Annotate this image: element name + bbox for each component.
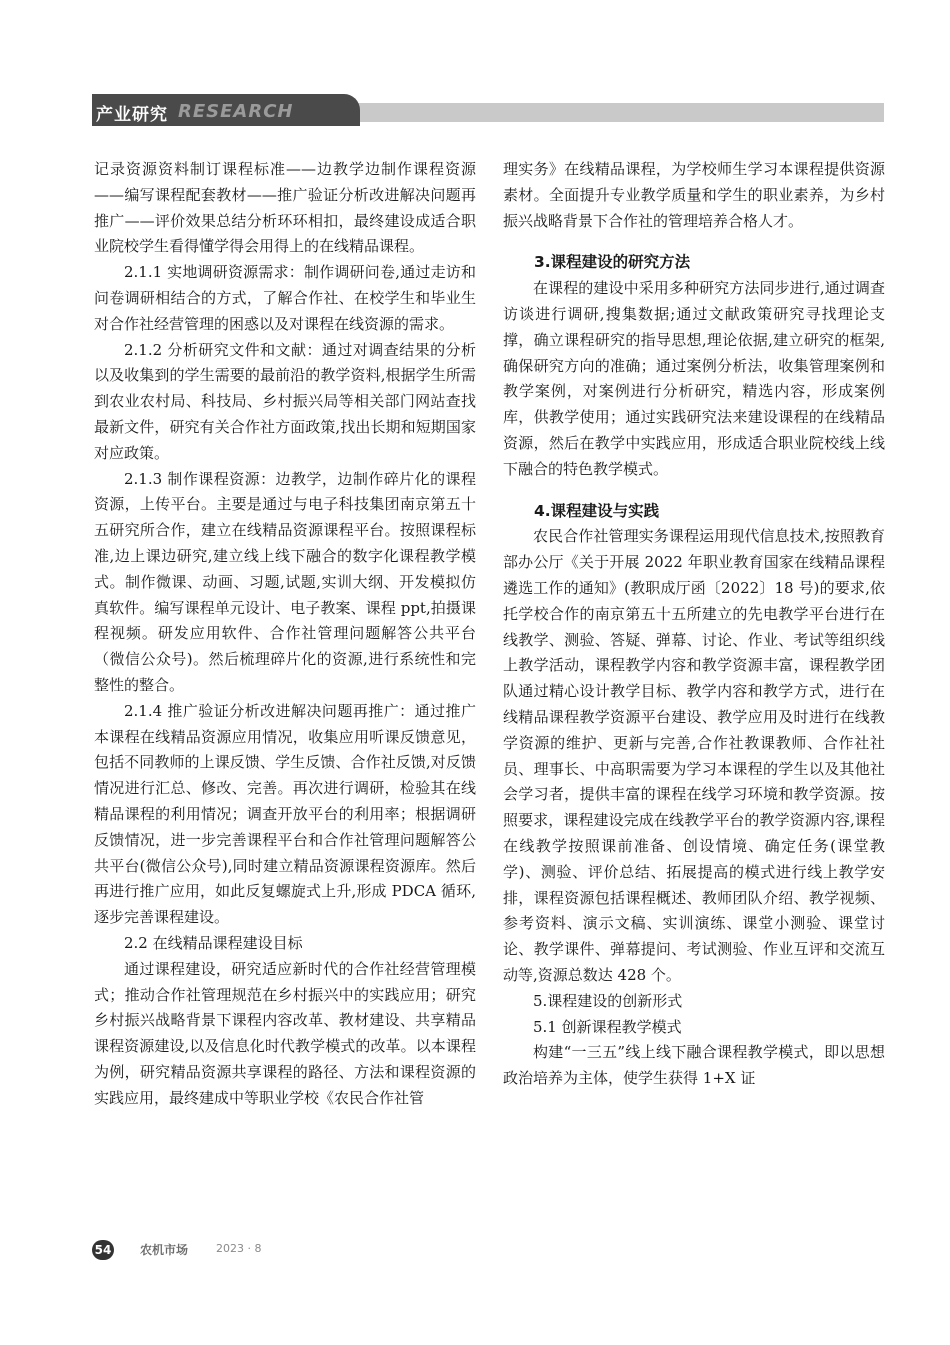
running-header — [92, 94, 884, 126]
right-column — [503, 157, 885, 1092]
header-bar — [352, 103, 884, 122]
page-number: 54 — [92, 1240, 114, 1260]
paragraph: 通过课程建设，研究适应新时代的合作社经营管理模式；推动合作社管理规范在乡村振兴中的实践应用；研究乡村振兴战略背景下课程内容改革、教材建设、共享精品课程资源建设,以及信息化时代教学模式的改革。以本课程为例，研究精品资源共享课程的路径、方法和课程资源的实践应用，最终建成中等职业学校《农民合作社管 — [94, 959, 476, 1107]
section-title: 产业研究 — [96, 105, 168, 125]
section-heading: 3.课程建设的研究方法 — [534, 253, 691, 272]
paragraph: 在课程的建设中采用多种研究方法同步进行,通过调查访谈进行调研,搜集数据;通过文献政策研究寻找理论支撑，确立课程研究的指导思想,理论依据,建立研究的框架,确保研究方向的准确；通过案例分析法，收集管理案例和教学案例，对案例进行分析研究，精选内容，形成案例库，供教学使用；通过实践研究法来建设课程的在线精品资源，然后在教学中实践应用，形成适合职业院校线上线下融合的特色教学模式。 — [503, 279, 885, 478]
paragraph: 2.1.1 实地调研资源需求：制作调研问卷,通过走访和问卷调研相结合的方式，了解合作社、在校学生和毕业生对合作社经营管理的困惑以及对课程在线资源的需求。 — [94, 263, 476, 333]
paragraph: 理实务》在线精品课程，为学校师生学习本课程提供资源素材。全面提升专业教学质量和学生的职业素养，为乡村振兴战略背景下合作社的管理培养合格人才。 — [503, 160, 885, 230]
paragraph: 记录资源资料制订课程标准——边教学边制作课程资源——编写课程配套教材——推广验证分析改进解决问题再推广——评价效果总结分析环环相扣，最终建设成适合职业院校学生看得懂学得会用得上的在线精品课程。 — [94, 160, 476, 256]
section-subtitle: RESEARCH — [178, 101, 294, 122]
paragraph: 2.1.3 制作课程资源：边教学，边制作碎片化的课程资源，上传平台。主要是通过与电子科技集团南京第五十五研究所合作，建立在线精品资源课程平台。按照课程标准,边上课边研究,建立线上线下融合的数字化课程教学模式。制作微课、动画、习题,试题,实训大纲、开发模拟仿真软件。编写课程单元设计、电子教案、课程 ppt,拍摄课程视频。研发应用软件、合作社管理问题解答公共平台（微信公众号)。然后梳理碎片化的资源,进行系统性和完整性的整合。 — [94, 469, 476, 694]
paragraph: 农民合作社管理实务课程运用现代信息技术,按照教育部办公厅《关于开展 2022 年职业教育国家在线精品课程遴选工作的通知》(教职成厅函〔2022〕18 号)的要求,依托学校合作的南京第五十五所建立的先电教学平台进行在线教学、测验、答疑、弹幕、讨论、作业、考试等组织线上教学活动，课程教学内容和教学资源丰富，课程教学团队通过精心设计教学目标、教学内容和教学方式，进行在线精品课程教学资源平台建设、教学应用及时进行在线教学资源的维护、更新与完善,合作社教课教师、合作社社员、理事长、中高职需要为学习本课程的学生以及其他社会学习者，提供丰富的课程在线学习环境和教学资源。按照要求，课程建设完成在线教学平台的教学资源内容,课程在线教学按照课前准备、创设情境、确定任务(课堂教学)、测验、评价总结、拓展提高的模式进行线上教学安排，课程资源包括课程概述、教师团队介绍、教学视频、参考资料、演示文稿、实训演练、课堂小测验、课堂讨论、教学课件、弹幕提问、考试测验、作业互评和交流互动等,资源总数达 428 个。 — [503, 527, 885, 984]
paragraph: 2.1.4 推广验证分析改进解决问题再推广：通过推广本课程在线精品资源应用情况，收集应用听课反馈意见，包括不同教师的上课反馈、学生反馈、合作社反馈,对反馈情况进行汇总、修改、完善。再次进行调研，检验其在线精品课程的利用情况；调查开放平台的利用率；根据调研反馈情况，进一步完善课程平台和合作社管理问题解答公共平台(微信公众号),同时建立精品资源课程资源库。然后再进行推广应用，如此反复螺旋式上升,形成 PDCA 循环,逐步完善课程建设。 — [94, 701, 476, 927]
subsection-heading: 2.2 在线精品课程建设目标 — [124, 933, 303, 952]
section-heading: 4.课程建设与实践 — [534, 501, 660, 520]
subsection-heading: 5.1 创新课程教学模式 — [533, 1017, 682, 1036]
section-heading: 5.课程建设的创新形式 — [533, 991, 683, 1010]
paragraph: 2.1.2 分析研究文件和文献：通过对调查结果的分析以及收集到的学生需要的最前沿的教学资料,根据学生所需到农业农村局、科技局、乡村振兴局等相关部门网站查找最新文件，研究有关合作社方面政策,找出长期和短期国家对应政策。 — [94, 340, 476, 462]
page-footer — [92, 1238, 292, 1262]
left-column — [94, 157, 476, 1111]
issue-date: 2023 · 8 — [216, 1242, 262, 1255]
paragraph: 构建“一三五”线上线下融合课程教学模式，即以思想政治培养为主体，使学生获得 1+X 证 — [503, 1043, 885, 1088]
magazine-name: 农机市场 — [140, 1243, 189, 1257]
